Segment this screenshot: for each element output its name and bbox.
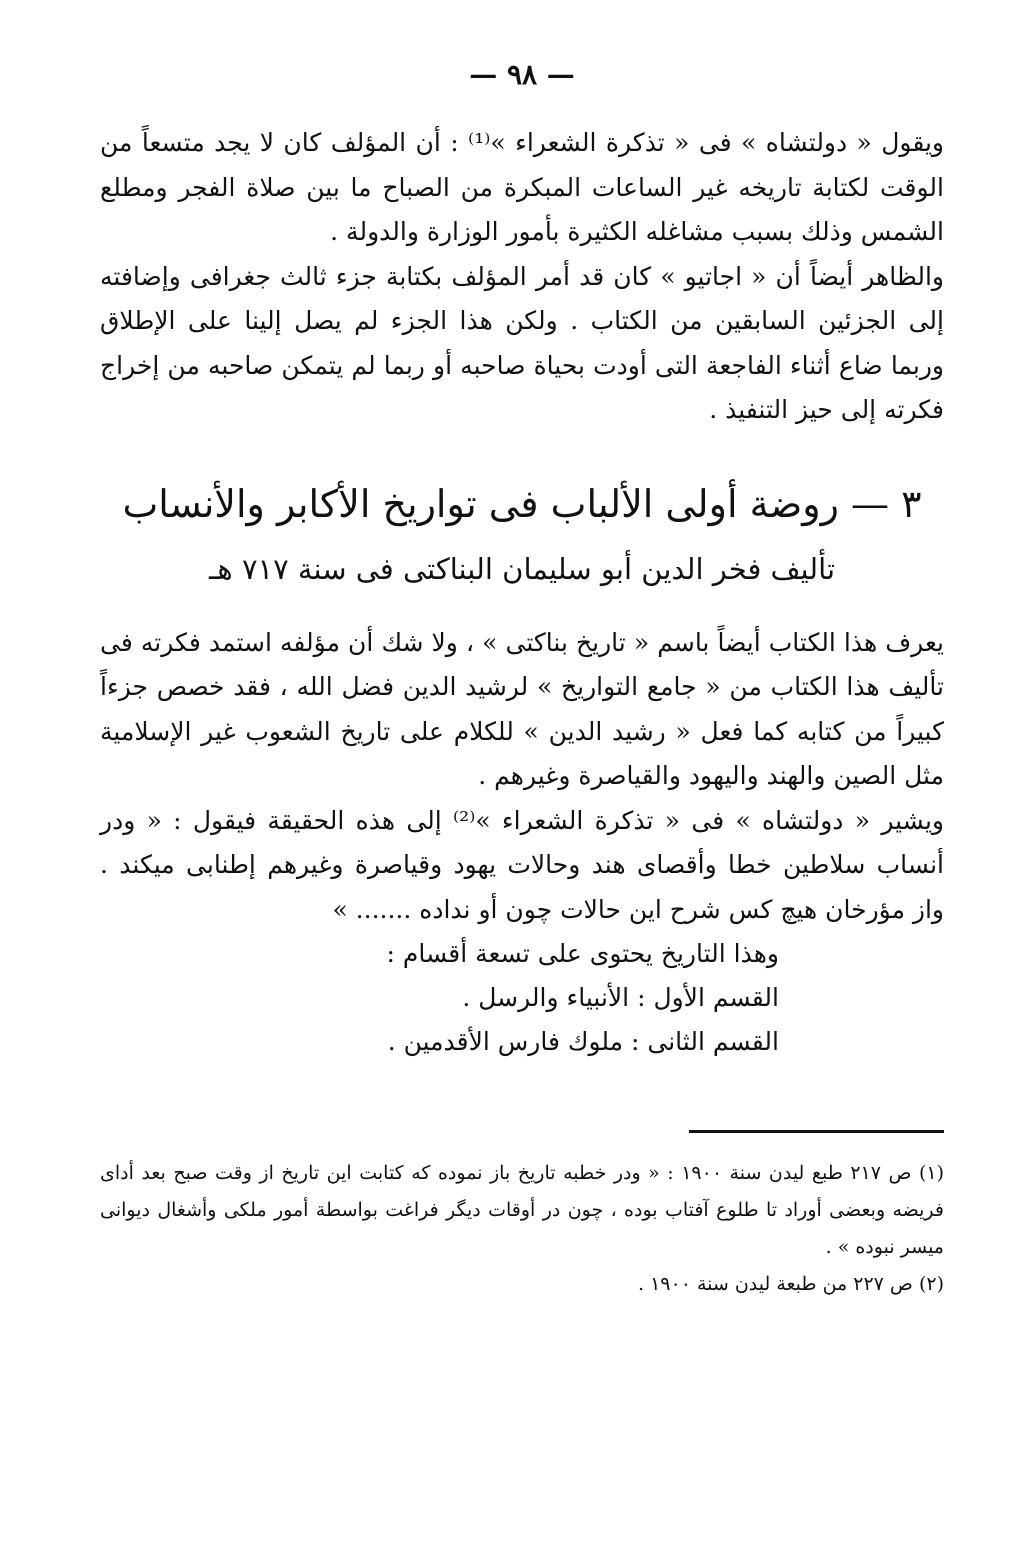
page-number: — ٩٨ — xyxy=(469,58,575,91)
paragraph-book-description: يعرف هذا الكتاب أيضاً باسم « تاريخ بناكتى » ، ولا شك أن مؤلفه استمد فكرته فى تأليف هذا الكتاب من « جامع التواريخ » لرشيد الدين فضل الله ، فقد خصص جزءاً كبيراً من كتابه كما فعل « رشيد الدين » للكلام على تاريخ الشعوب غير الإسلامية مثل الصين والهند واليهود والقياصرة وغيرهم . xyxy=(100,627,944,790)
contents-intro: وهذا التاريخ يحتوى على تسعة أقسام : xyxy=(386,939,779,968)
section-title: ٣ — روضة أولى الألباب فى تواريخ الأكابر والأنساب xyxy=(122,481,922,526)
section-subtitle: تأليف فخر الدين أبو سليمان البناكتى فى سنة ٧١٧ هـ xyxy=(208,551,836,586)
paragraph-persian-quote: ويشير « دولتشاه » فى « تذكرة الشعراء »⁽²⁾ إلى هذه الحقيقة فيقول : « ودر أنساب سلاطين خطا وأقصاى هند وحالات يهود وقياصرة وغيرهم إطنابى ميكند . واز مؤرخان هيچ كس شرح اين حالات چون أو نداده ....... » xyxy=(100,805,944,924)
footnote-1: (١) ص ٢١٧ طبع ليدن سنة ١٩٠٠ : « ودر خطبه تاريخ باز نموده كه كتابت اين تاريخ از وقت صبح بعد أداى فريضه وبعضى أوراد تا طلوع آفتاب بوده ، چون در أوقات ديگر فراغت بواسطة أمور ملكى وأشغال ديوانى ميسر نبوده » . xyxy=(100,1162,944,1258)
paragraph-third-part: والظاهر أيضاً أن « اجاتيو » كان قد أمر المؤلف بكتابة جزء ثالث جغرافى وإضافته إلى الجزئين السابقين من الكتاب . ولكن هذا الجزء لم يصل إلينا على الإطلاق وربما ضاع أثناء الفاجعة التى أودت بحياة صاحبه أو ربما لم يتمكن صاحبه من إخراج فكرته إلى حيز التنفيذ . xyxy=(100,261,944,424)
contents-list xyxy=(100,932,944,1064)
footnote-divider xyxy=(689,1130,944,1133)
paragraph-doulatshah-quote: ويقول « دولتشاه » فى « تذكرة الشعراء »⁽¹⁾ : أن المؤلف كان لا يجد متسعاً من الوقت لكتابة تاريخه غير الساعات المبكرة من الصباح ما بين صلاة الفجر ومطلع الشمس وذلك بسبب مشاغله الكثيرة بأمور الوزارة والدولة . xyxy=(100,128,944,246)
contents-item: القسم الثانى : ملوك فارس الأقدمين . xyxy=(387,1027,779,1056)
contents-item: القسم الأول : الأنبياء والرسل . xyxy=(462,983,779,1012)
footnote-2: (٢) ص ٢٢٧ من طبعة ليدن سنة ١٩٠٠ . xyxy=(638,1273,944,1295)
